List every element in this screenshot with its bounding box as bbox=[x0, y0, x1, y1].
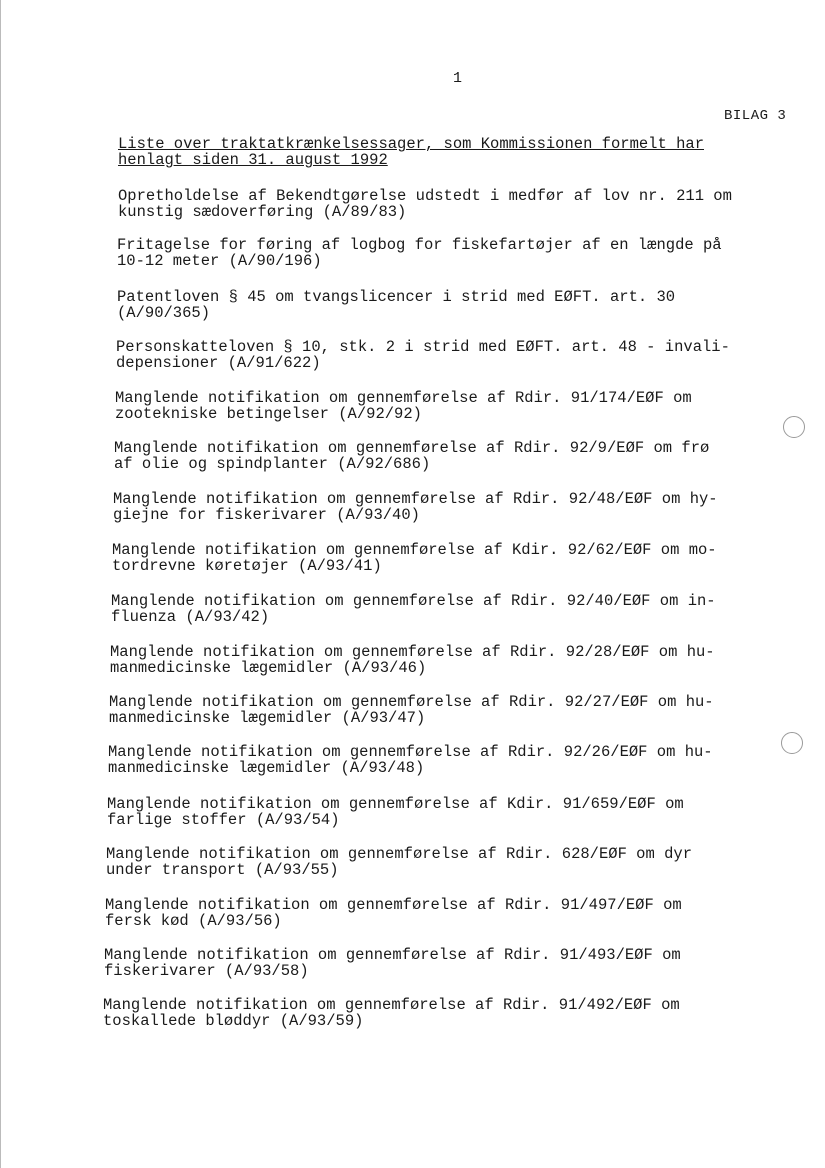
entry-line-1: Personskatteloven § 10, stk. 2 i strid med EØFT. art. 48 - invali- bbox=[116, 338, 730, 356]
entry-line-2: giejne for fiskerivarer (A/93/40) bbox=[113, 506, 420, 524]
list-item bbox=[108, 744, 788, 776]
entry-line-2: manmedicinske lægemidler (A/93/48) bbox=[108, 759, 425, 777]
list-item bbox=[109, 694, 789, 726]
page-number: 1 bbox=[453, 70, 463, 87]
entry-line-1: Manglende notifikation om gennemførelse af Rdir. 91/493/EØF om bbox=[104, 946, 681, 964]
entry-line-1: Manglende notifikation om gennemførelse af Rdir. 92/26/EØF om hu- bbox=[108, 743, 713, 761]
entry-line-2: af olie og spindplanter (A/92/686) bbox=[114, 455, 431, 473]
list-item bbox=[113, 491, 793, 523]
entry-line-1: Fritagelse for føring af logbog for fiskefartøjer af en længde på bbox=[117, 236, 722, 254]
entry-line-1: Manglende notifikation om gennemførelse af Rdir. 92/40/EØF om in- bbox=[111, 592, 716, 610]
list-item bbox=[107, 796, 787, 828]
entry-line-1: Manglende notifikation om gennemførelse af Rdir. 92/27/EØF om hu- bbox=[109, 693, 714, 711]
entry-line-1: Manglende notifikation om gennemførelse af Rdir. 91/492/EØF om bbox=[103, 996, 680, 1014]
list-item bbox=[117, 237, 797, 269]
list-item bbox=[118, 188, 798, 220]
entry-line-2: tordrevne køretøjer (A/93/41) bbox=[112, 557, 382, 575]
title-line-2: henlagt siden 31. august 1992 bbox=[118, 151, 388, 169]
entry-line-2: manmedicinske lægemidler (A/93/47) bbox=[109, 709, 426, 727]
annex-label: BILAG 3 bbox=[724, 108, 787, 124]
entry-line-2: fiskerivarer (A/93/58) bbox=[104, 962, 309, 980]
entry-line-2: depensioner (A/91/622) bbox=[116, 354, 321, 372]
list-item bbox=[112, 542, 792, 574]
list-item bbox=[111, 593, 791, 625]
entry-line-1: Manglende notifikation om gennemførelse af Rdir. 91/174/EØF om bbox=[115, 389, 692, 407]
entry-line-2: manmedicinske lægemidler (A/93/46) bbox=[110, 659, 427, 677]
list-item bbox=[103, 997, 783, 1029]
list-item bbox=[104, 947, 784, 979]
list-item bbox=[117, 289, 797, 321]
entry-line-1: Manglende notifikation om gennemførelse af Rdir. 628/EØF om dyr bbox=[106, 845, 692, 863]
entry-line-1: Manglende notifikation om gennemførelse af Rdir. 91/497/EØF om bbox=[105, 896, 682, 914]
list-item bbox=[106, 846, 786, 878]
entry-line-1: Manglende notifikation om gennemførelse af Rdir. 92/9/EØF om frø bbox=[114, 439, 710, 457]
entry-line-2: kunstig sædoverføring (A/89/83) bbox=[118, 203, 407, 221]
title-line-1: Liste over traktatkrænkelsessager, som Kommissionen formelt har bbox=[118, 135, 704, 153]
entry-line-2: farlige stoffer (A/93/54) bbox=[107, 811, 340, 829]
entry-line-2: toskallede bløddyr (A/93/59) bbox=[103, 1012, 364, 1030]
entry-line-1: Manglende notifikation om gennemførelse af Kdir. 92/62/EØF om mo- bbox=[112, 541, 717, 559]
entry-line-2: fluenza (A/93/42) bbox=[111, 608, 270, 626]
entry-line-1: Manglende notifikation om gennemførelse af Rdir. 92/28/EØF om hu- bbox=[110, 643, 715, 661]
entry-line-2: 10-12 meter (A/90/196) bbox=[117, 252, 322, 270]
list-item bbox=[110, 644, 790, 676]
entry-line-2: fersk kød (A/93/56) bbox=[105, 912, 282, 930]
entry-line-1: Patentloven § 45 om tvangslicencer i strid med EØFT. art. 30 bbox=[117, 288, 676, 306]
list-item bbox=[105, 897, 785, 929]
punch-hole-icon bbox=[781, 732, 803, 754]
entry-line-2: under transport (A/93/55) bbox=[106, 861, 339, 879]
entry-line-1: Manglende notifikation om gennemførelse af Rdir. 92/48/EØF om hy- bbox=[113, 490, 718, 508]
list-item bbox=[114, 440, 794, 472]
entry-line-2: zootekniske betingelser (A/92/92) bbox=[115, 405, 422, 423]
punch-hole-icon bbox=[783, 416, 805, 438]
list-item bbox=[115, 390, 795, 422]
entry-line-2: (A/90/365) bbox=[117, 304, 211, 322]
list-item bbox=[116, 339, 796, 371]
entry-line-1: Manglende notifikation om gennemførelse af Kdir. 91/659/EØF om bbox=[107, 795, 684, 813]
entry-line-1: Opretholdelse af Bekendtgørelse udstedt i medfør af lov nr. 211 om bbox=[118, 187, 732, 205]
